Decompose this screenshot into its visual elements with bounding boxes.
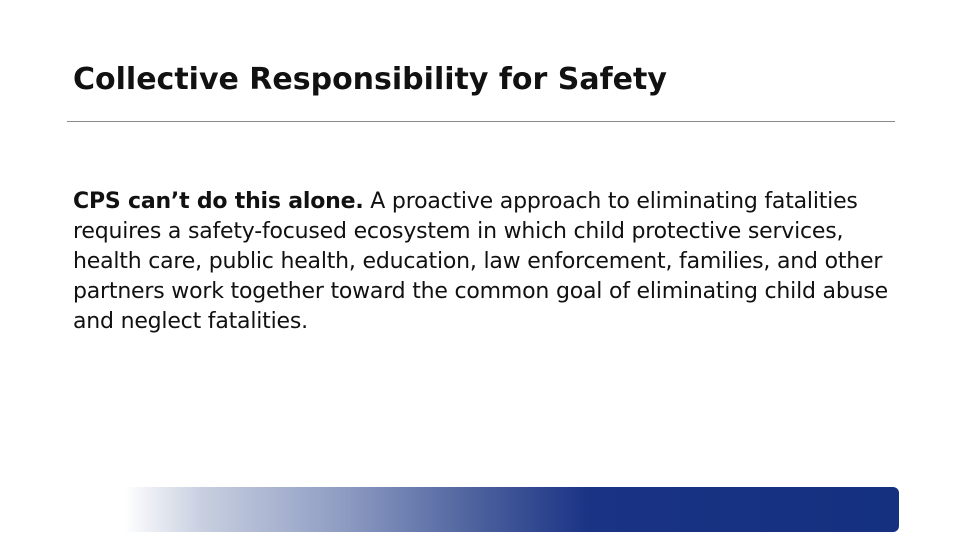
footer-gradient-bar [124,487,899,532]
title-divider [67,121,895,122]
body-lead: CPS can’t do this alone. [73,189,364,214]
body-text: A proactive approach to eliminating fatalities requires a safety-focused ecosystem in which child protective services, health care, public health, education, law enforcement, families, and other partners work together toward the common goal of eliminating child abuse and neglect fatalities. [73,189,888,334]
slide-body [73,187,903,337]
slide-title: Collective Responsibility for Safety [73,62,667,97]
